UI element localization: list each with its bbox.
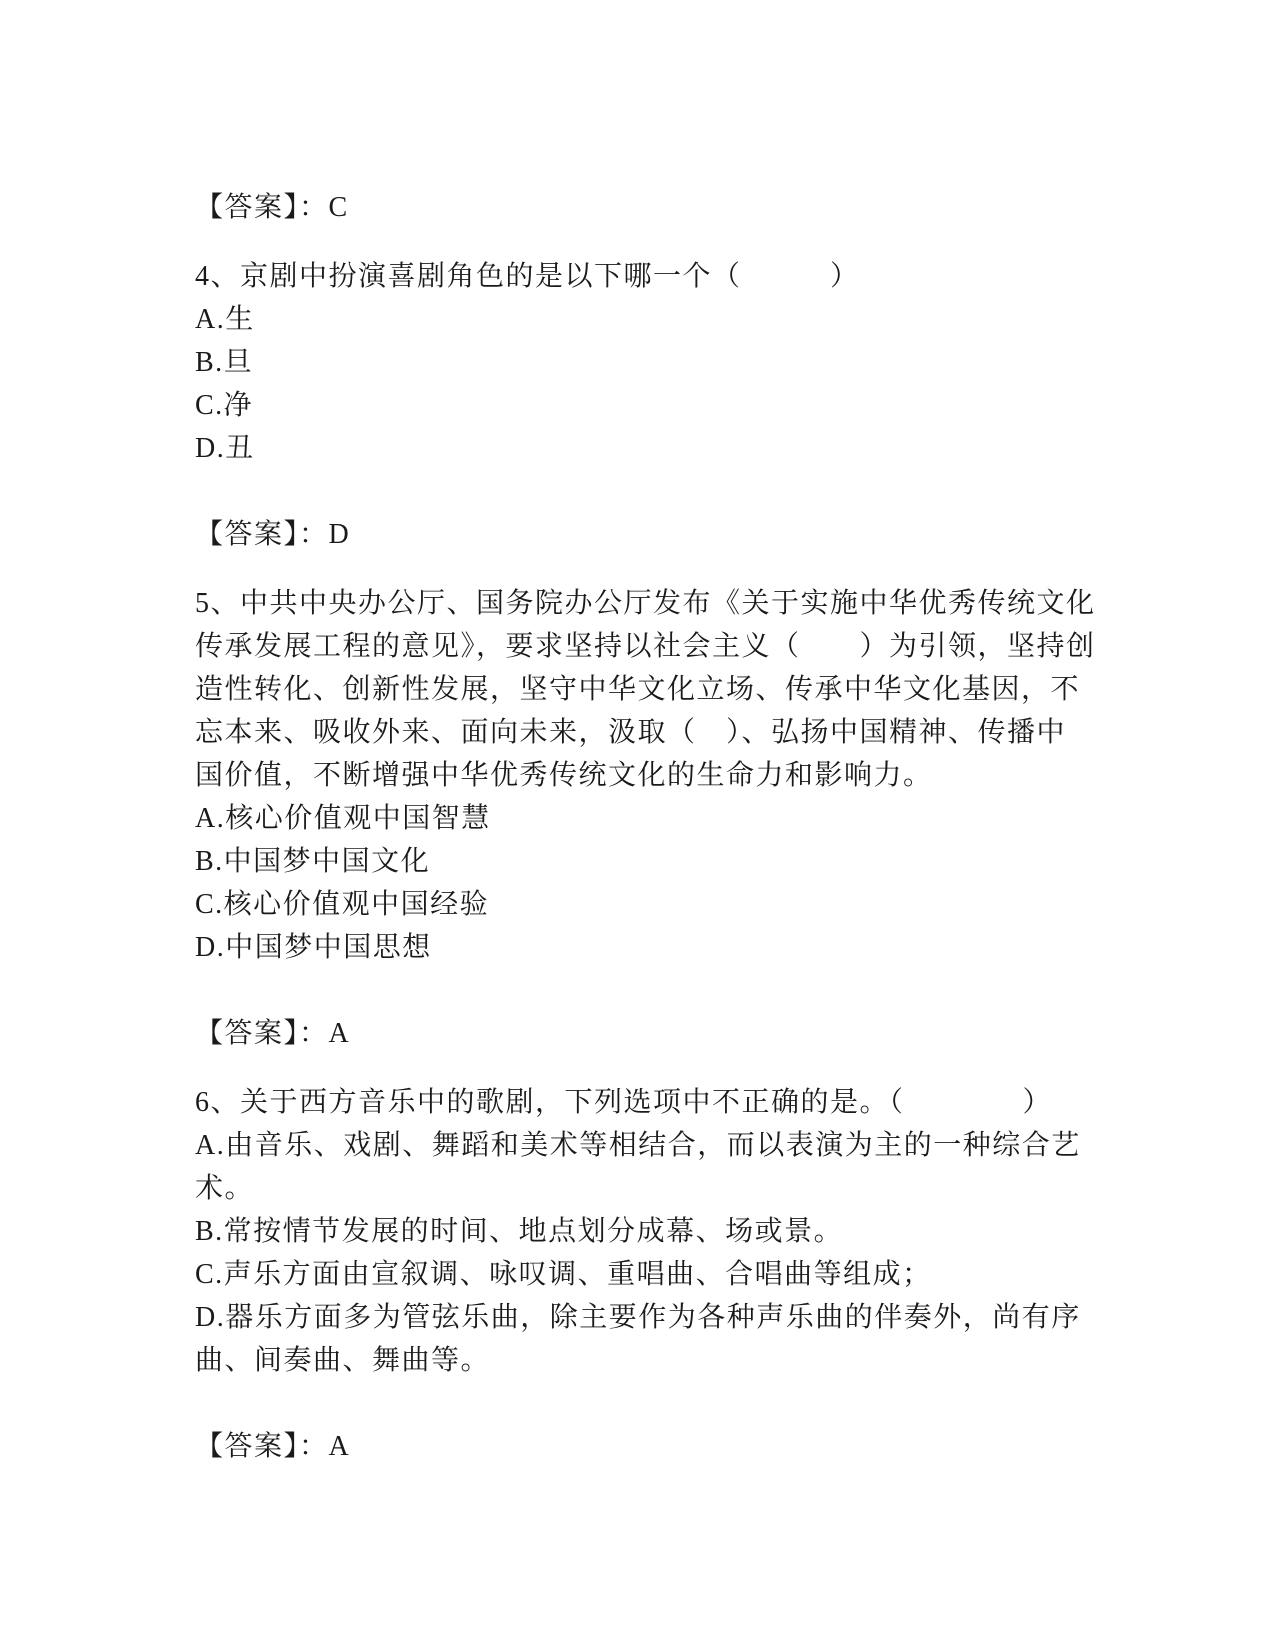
question-5-text-line-2: 传承发展工程的意见》，要求坚持以社会主义（ ）为引领，坚持创 bbox=[195, 631, 1096, 662]
question-5-option-c: C.核心价值观中国经验 bbox=[195, 889, 490, 920]
question-6-title: 6、关于西方音乐中的歌剧，下列选项中不正确的是。（ ） bbox=[195, 1087, 1053, 1118]
question-4-option-c: C.净 bbox=[195, 390, 254, 421]
question-4-title: 4、京剧中扮演喜剧角色的是以下哪一个（ ） bbox=[195, 261, 860, 292]
question-5-option-a: A.核心价值观中国智慧 bbox=[195, 803, 491, 834]
question-6-option-c: C.声乐方面由宣叙调、咏叹调、重唱曲、合唱曲等组成； bbox=[195, 1259, 932, 1290]
question-4-block bbox=[195, 255, 1175, 470]
question-5-block bbox=[195, 582, 1175, 969]
question-6-block bbox=[195, 1081, 1175, 1382]
question-5-text-line-5: 国价值，不断增强中华优秀传统文化的生命力和影响力。 bbox=[195, 760, 933, 791]
question-6-option-d-line-1: D.器乐方面多为管弦乐曲，除主要作为各种声乐曲的伴奏外，尚有序 bbox=[195, 1302, 1081, 1333]
answer-line-prev-question: 【答案】：C bbox=[195, 192, 349, 223]
question-5-text-line-1: 5、中共中央办公厅、国务院办公厅发布《关于实施中华优秀传统文化 bbox=[195, 588, 1096, 619]
question-4-option-d: D.丑 bbox=[195, 433, 255, 464]
question-4-answer: 【答案】：D bbox=[195, 519, 351, 550]
question-5-text-line-3: 造性转化、创新性发展，坚守中华文化立场、传承中华文化基因，不 bbox=[195, 674, 1081, 705]
question-5-option-d: D.中国梦中国思想 bbox=[195, 932, 432, 963]
question-4-option-b: B.旦 bbox=[195, 347, 254, 378]
question-4-option-a: A.生 bbox=[195, 304, 255, 335]
question-6-option-b: B.常按情节发展的时间、地点划分成幕、场或景。 bbox=[195, 1216, 844, 1247]
question-6-option-a-line-2: 术。 bbox=[195, 1173, 255, 1204]
question-5-option-b: B.中国梦中国文化 bbox=[195, 846, 431, 877]
question-6-answer: 【答案】：A bbox=[195, 1431, 351, 1462]
question-6-option-a-line-1: A.由音乐、戏剧、舞蹈和美术等相结合，而以表演为主的一种综合艺 bbox=[195, 1130, 1081, 1161]
question-6-option-d-line-2: 曲、间奏曲、舞曲等。 bbox=[195, 1345, 491, 1376]
question-5-text-line-4: 忘本来、吸收外来、面向未来，汲取（ ）、弘扬中国精神、传播中 bbox=[195, 717, 1067, 748]
question-5-answer: 【答案】：A bbox=[195, 1018, 351, 1049]
